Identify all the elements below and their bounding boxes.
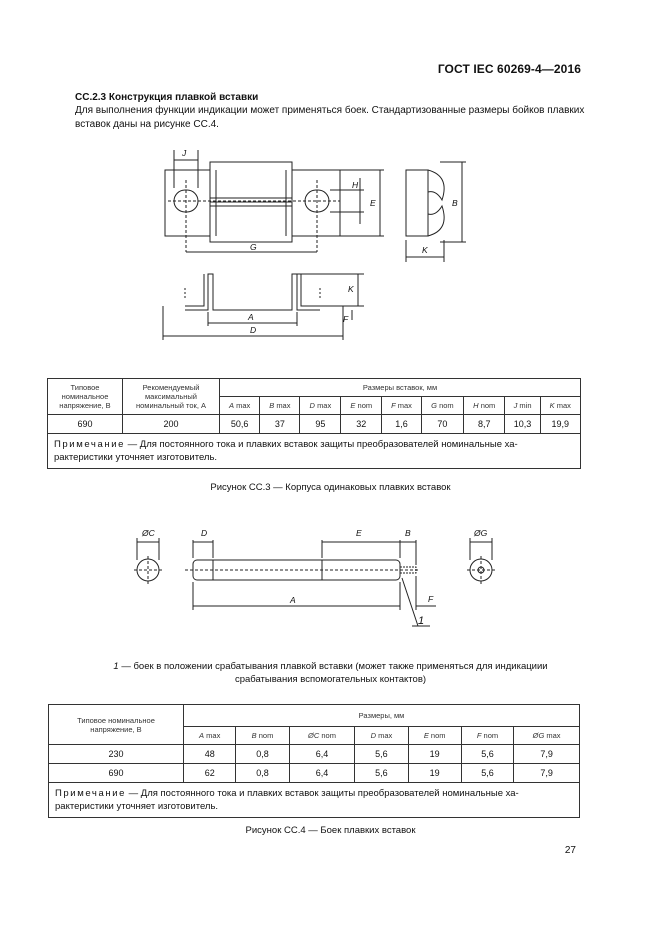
dim-label-K2: K xyxy=(348,284,354,294)
table2-dim-header: B nom xyxy=(236,727,289,745)
paragraph-line-2: вставок даны на рисунке CC.4. xyxy=(75,118,219,130)
table2-dim-header: A max xyxy=(184,727,236,745)
table2-dim-header: D max xyxy=(355,727,408,745)
table1-dim-header: H nom xyxy=(463,397,505,415)
table-row xyxy=(49,764,580,783)
table-cell: 7,9 xyxy=(514,764,580,783)
table-cell: 8,7 xyxy=(463,415,505,434)
fig4-label-F: F xyxy=(428,594,434,604)
table-cell: 230 xyxy=(49,745,184,764)
fig4-label-D: D xyxy=(201,528,208,538)
striker-dimensions-table xyxy=(48,704,580,818)
table-cell: 37 xyxy=(260,415,300,434)
table-cell: 19 xyxy=(408,745,461,764)
figure-cc4-drawing xyxy=(0,520,661,640)
page-number: 27 xyxy=(564,845,576,856)
table-cell: 6,4 xyxy=(289,745,355,764)
table1-dim-header: K max xyxy=(540,397,580,415)
fig4-label-OG: ØG xyxy=(474,528,488,538)
table-cell: 6,4 xyxy=(289,764,355,783)
figure-cc4-caption: Рисунок CC.4 — Боек плавких вставок xyxy=(245,825,416,836)
table-cell: 690 xyxy=(48,415,123,434)
fuse-dimensions-table xyxy=(47,378,581,469)
table-cell: 95 xyxy=(300,415,341,434)
table2-dim-header: F nom xyxy=(461,727,513,745)
table1-dim-header: E nom xyxy=(341,397,382,415)
fig4-label-E: E xyxy=(356,528,362,538)
dim-label-J: J xyxy=(182,148,187,158)
dim-label-K: K xyxy=(422,245,428,255)
table2-dim-header: ØG max xyxy=(514,727,580,745)
table-cell: 50,6 xyxy=(220,415,260,434)
dim-label-B: B xyxy=(452,198,458,208)
paragraph-line-1: Для выполнения функции индикации может применяться боек. Стандартизованные размеры бойков плавких xyxy=(75,105,585,116)
table-cell: 48 xyxy=(184,745,236,764)
fig4-label-B: B xyxy=(405,528,411,538)
dim-label-E: E xyxy=(370,198,376,208)
table-cell: 70 xyxy=(421,415,463,434)
section-paragraph xyxy=(75,104,585,131)
table-row xyxy=(49,745,580,764)
section-title: CC.2.3 Конструкция плавкой вставки xyxy=(75,92,259,103)
table1-dim-header: B max xyxy=(260,397,300,415)
table-cell: 5,6 xyxy=(461,764,513,783)
table-cell: 690 xyxy=(49,764,184,783)
table-cell: 200 xyxy=(123,415,220,434)
table-cell: 32 xyxy=(341,415,382,434)
dim-label-H: H xyxy=(352,180,359,190)
table1-dim-header: D max xyxy=(300,397,341,415)
col-voltage-header: Типовое номинальное напряжение, В xyxy=(48,379,123,415)
dim-label-D: D xyxy=(250,325,257,335)
fig4-label-OC: ØC xyxy=(142,528,155,538)
table-cell: 0,8 xyxy=(236,745,289,764)
table1-dim-header: J min xyxy=(505,397,540,415)
table-cell: 5,6 xyxy=(355,745,408,764)
col-voltage-header-2: Типовое номинальное напряжение, В xyxy=(49,705,184,745)
standard-header: ГОСТ IEC 60269-4—2016 xyxy=(437,62,581,76)
table1-dim-header: A max xyxy=(220,397,260,415)
dim-label-G: G xyxy=(250,242,257,252)
table-cell: 7,9 xyxy=(514,745,580,764)
fuse-left-tag xyxy=(165,170,210,236)
table1-dim-header: G nom xyxy=(421,397,463,415)
table-cell: 5,6 xyxy=(461,745,513,764)
table1-dim-header: F max xyxy=(382,397,422,415)
fig4-label-1: 1 xyxy=(418,615,425,627)
dim-label-F: F xyxy=(343,314,349,324)
table-cell: 19,9 xyxy=(540,415,580,434)
col-current-header: Рекомендуемый максимальный номинальный ток, А xyxy=(123,379,220,415)
table2-dim-header: ØC nom xyxy=(289,727,355,745)
table-cell: 19 xyxy=(408,764,461,783)
figure-cc3-caption: Рисунок CC.3 — Корпуса одинаковых плавких вставок xyxy=(210,482,451,493)
table2-dim-header: E nom xyxy=(408,727,461,745)
table-cell: 10,3 xyxy=(505,415,540,434)
dim-label-A: A xyxy=(248,312,254,322)
table-cell: 1,6 xyxy=(382,415,422,434)
table1-note: Примечание — Для постоянного тока и плавких вставок защиты преобразователей номинальные ха- рактеристики уточняет изготовитель. xyxy=(48,434,581,469)
fuse-right-tag xyxy=(292,170,340,236)
table-cell: 0,8 xyxy=(236,764,289,783)
table-cell: 62 xyxy=(184,764,236,783)
dimensions-group-header: Размеры вставок, мм xyxy=(220,379,581,397)
fig4-label-A: A xyxy=(290,595,296,605)
dimensions-group-header-2: Размеры, мм xyxy=(184,705,580,727)
table2-note: Примечание — Для постоянного тока и плавких вставок защиты преобразователей номинальные ха- рактеристики уточняет изготовитель. xyxy=(49,783,580,818)
table-cell: 5,6 xyxy=(355,764,408,783)
figure-cc4-legend: 1 — боек в положении срабатывания плавкой вставки (может также применяться для индикациии срабатывания вспомогательных контактов) xyxy=(113,661,548,685)
figure-cc3-drawing xyxy=(0,140,661,360)
